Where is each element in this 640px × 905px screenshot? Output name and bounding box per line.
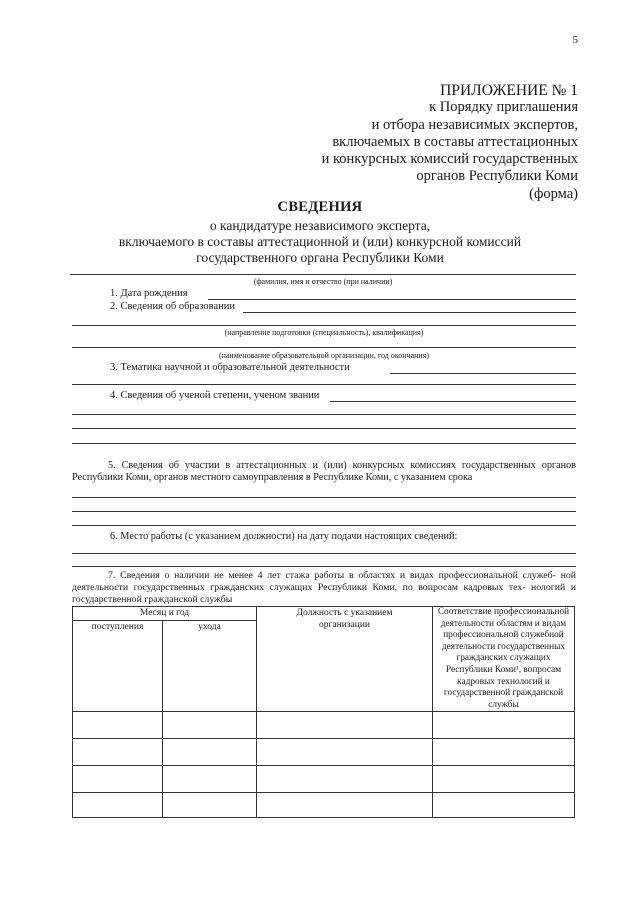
table-cell[interactable] xyxy=(163,712,257,739)
appendix-line: к Порядку приглашения xyxy=(429,99,578,116)
header-leaving: ухода xyxy=(163,620,257,712)
workplace-field-line[interactable] xyxy=(72,566,576,567)
academic-degree-field-line[interactable] xyxy=(72,428,576,429)
table-cell[interactable] xyxy=(433,739,575,766)
commission-participation-field-line[interactable] xyxy=(72,511,576,512)
table-cell[interactable] xyxy=(257,793,433,818)
table-cell[interactable] xyxy=(433,712,575,739)
subtitle-line: государственного органа Республики Коми xyxy=(196,250,444,265)
appendix-line: органов Республики Коми xyxy=(416,168,578,185)
header-month-year: Месяц и год xyxy=(73,607,257,621)
table-cell[interactable] xyxy=(163,766,257,793)
appendix-line: включаемых в составы аттестационных xyxy=(332,133,578,150)
commission-participation-field-line[interactable] xyxy=(72,497,576,498)
education-field-line[interactable] xyxy=(72,347,576,348)
table-cell[interactable] xyxy=(163,739,257,766)
research-topics-field-line[interactable] xyxy=(72,384,576,385)
appendix-line: и конкурсных комиссий государственных xyxy=(321,151,578,168)
table-cell[interactable] xyxy=(257,766,433,793)
education-label: 2. Сведения об образовании xyxy=(110,301,236,312)
research-topics-label: 3. Тематика научной и образовательной деятельности xyxy=(110,362,350,373)
birth-date-field[interactable] xyxy=(208,299,576,300)
subtitle-line: включаемого в составы аттестационной и (или) конкурсной комиссий xyxy=(118,234,522,249)
table-header-row xyxy=(73,607,575,621)
workplace-label: 6. Место работы (с указанием должности) на дату подачи настоящих сведений: xyxy=(110,531,458,542)
education-field[interactable] xyxy=(243,312,576,313)
table-cell[interactable] xyxy=(73,739,163,766)
table-row xyxy=(73,766,575,793)
commission-participation-field-line[interactable] xyxy=(72,525,576,526)
table-cell[interactable] xyxy=(73,793,163,818)
table-cell[interactable] xyxy=(433,766,575,793)
appendix-block xyxy=(248,82,578,203)
work-experience-table xyxy=(72,606,575,818)
academic-degree-field[interactable] xyxy=(330,401,576,402)
name-field-line[interactable] xyxy=(70,274,576,275)
table-cell[interactable] xyxy=(163,793,257,818)
appendix-title: ПРИЛОЖЕНИЕ № 1 xyxy=(440,82,578,99)
table-row xyxy=(73,739,575,766)
document-title: СВЕДЕНИЯ xyxy=(277,199,363,215)
appendix-line: и отбора независимых экспертов, xyxy=(371,116,578,133)
subtitle-line: о кандидатуре независимого эксперта, xyxy=(209,218,431,233)
education-field-line[interactable] xyxy=(72,325,576,326)
education-caption-organization: (наименование образовательной организации, год окончания) xyxy=(218,351,430,360)
table-cell[interactable] xyxy=(73,712,163,739)
header-correspondence: Соответствие профессиональной деятельности областям и видам профессиональной служебной деятельности государственных гражданских служащих Республики Коми¹, вопросам кадровых технологий и государственной гражданской службы xyxy=(433,607,575,712)
header-admission: поступления xyxy=(73,620,163,712)
table-row xyxy=(73,712,575,739)
birth-date-label: 1. Дата рождения xyxy=(110,288,188,299)
education-caption-specialty: (направление подготовки (специальность), квалификация) xyxy=(224,328,424,337)
work-experience-label: 7. Сведения о наличии не менее 4 лет стажа работы в областях и видах профессиональной служеб- ной деятельности государственных гражданских служащих Республики Коми, по вопросам кадровых тех- нологий и государственной гражданской службы xyxy=(72,570,576,605)
appendix-form-label: (форма) xyxy=(529,185,578,202)
academic-degree-field-line[interactable] xyxy=(72,414,576,415)
table-cell[interactable] xyxy=(73,766,163,793)
header-position: Должность с указанием организации xyxy=(257,607,433,712)
academic-degree-field-line[interactable] xyxy=(72,443,576,444)
table-cell[interactable] xyxy=(257,739,433,766)
academic-degree-label: 4. Сведения об ученой степени, ученом звании xyxy=(110,390,320,401)
document-subtitle xyxy=(0,218,640,266)
page-number: 5 xyxy=(572,34,578,46)
workplace-field-line[interactable] xyxy=(72,553,576,554)
commission-participation-label: 5. Сведения об участии в аттестационных и (или) конкурсных комиссиях государственных органов Республики Коми, органов местного самоуправления в Республике Коми, с указанием срока xyxy=(72,460,576,484)
table-cell[interactable] xyxy=(257,712,433,739)
research-topics-field[interactable] xyxy=(390,373,576,374)
table-row xyxy=(73,793,575,818)
table-cell[interactable] xyxy=(433,793,575,818)
name-caption: (фамилия, имя и отчество (при наличии) xyxy=(253,277,393,286)
